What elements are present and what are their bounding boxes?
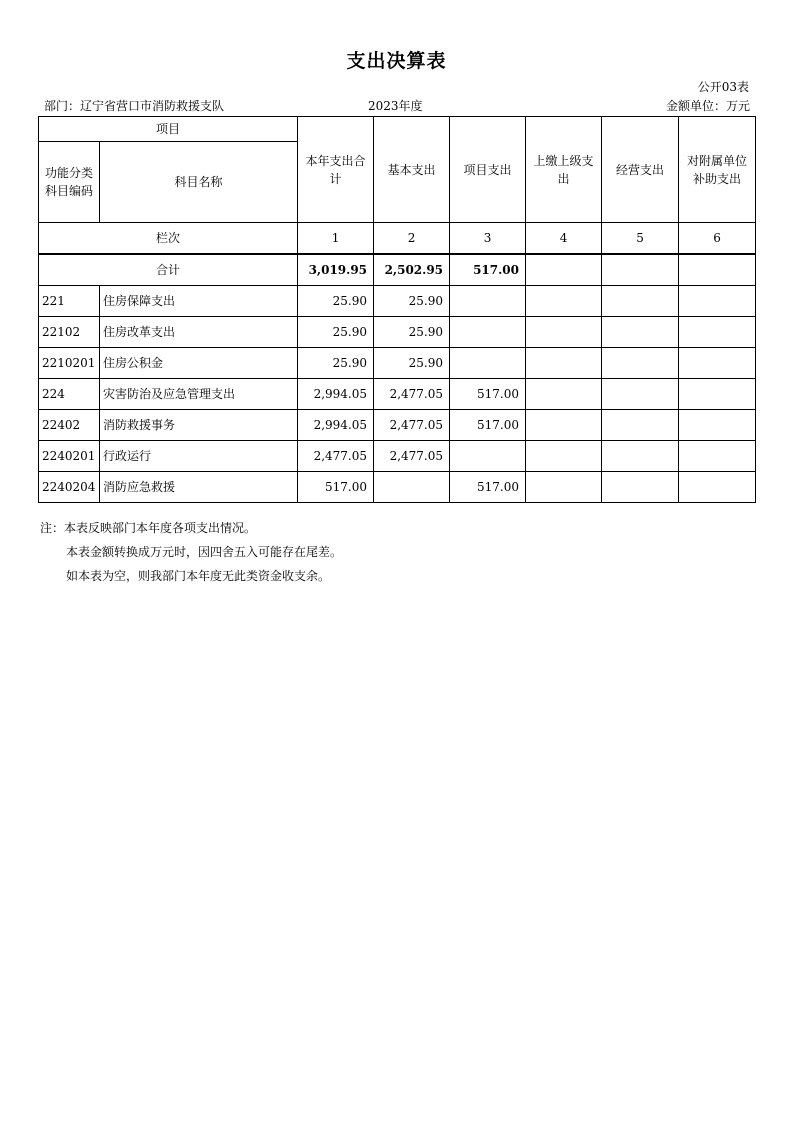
row-code: 2240204 xyxy=(39,472,100,503)
header-item: 项目 xyxy=(39,117,298,142)
row-name: 消防应急救援 xyxy=(100,472,298,503)
row-cell xyxy=(602,472,679,503)
row-cell xyxy=(679,472,756,503)
row-cell: 25.90 xyxy=(298,317,374,348)
row-cell xyxy=(679,441,756,472)
column-index-num: 6 xyxy=(679,223,756,255)
total-label: 合计 xyxy=(39,254,298,286)
header-func-code: 功能分类科目编码 xyxy=(39,142,100,223)
total-cell xyxy=(679,254,756,286)
row-cell: 25.90 xyxy=(374,317,450,348)
row-cell xyxy=(450,348,526,379)
row-cell: 2,994.05 xyxy=(298,379,374,410)
row-cell xyxy=(526,410,602,441)
year-label: 2023年度 xyxy=(368,99,423,113)
total-cell: 517.00 xyxy=(450,254,526,286)
header-col-total: 本年支出合计 xyxy=(298,117,374,223)
row-cell xyxy=(679,410,756,441)
row-cell xyxy=(526,286,602,317)
row-code: 2210201 xyxy=(39,348,100,379)
row-cell: 517.00 xyxy=(450,410,526,441)
row-code: 224 xyxy=(39,379,100,410)
row-name: 行政运行 xyxy=(100,441,298,472)
row-cell xyxy=(602,441,679,472)
table-row xyxy=(39,410,756,441)
header-col-subsidy: 对附属单位补助支出 xyxy=(679,117,756,223)
row-cell: 517.00 xyxy=(298,472,374,503)
row-name: 消防救援事务 xyxy=(100,410,298,441)
header-col-upper: 上缴上级支出 xyxy=(526,117,602,223)
department-label: 部门：辽宁省营口市消防救援支队 xyxy=(44,99,225,113)
note-line: 注：本表反映部门本年度各项支出情况。 xyxy=(40,521,257,535)
table-row xyxy=(39,348,756,379)
row-cell: 517.00 xyxy=(450,379,526,410)
header-col-project: 项目支出 xyxy=(450,117,526,223)
row-code: 22102 xyxy=(39,317,100,348)
row-name: 灾害防治及应急管理支出 xyxy=(100,379,298,410)
page-title: 支出决算表 xyxy=(346,50,447,72)
row-cell: 25.90 xyxy=(374,286,450,317)
row-name: 住房保障支出 xyxy=(100,286,298,317)
row-cell xyxy=(526,317,602,348)
table-row xyxy=(39,317,756,348)
row-cell: 25.90 xyxy=(298,286,374,317)
row-cell: 2,477.05 xyxy=(374,441,450,472)
table-row xyxy=(39,286,756,317)
row-cell xyxy=(526,379,602,410)
row-cell xyxy=(526,441,602,472)
row-cell xyxy=(602,286,679,317)
unit-label: 金额单位：万元 xyxy=(665,99,750,113)
row-cell: 25.90 xyxy=(298,348,374,379)
row-cell xyxy=(450,441,526,472)
row-cell xyxy=(450,317,526,348)
header-row-1 xyxy=(39,117,756,142)
table-row xyxy=(39,472,756,503)
row-name: 住房公积金 xyxy=(100,348,298,379)
total-cell xyxy=(602,254,679,286)
column-index-num: 4 xyxy=(526,223,602,255)
row-cell: 2,994.05 xyxy=(298,410,374,441)
row-cell xyxy=(602,348,679,379)
column-index-row xyxy=(39,223,756,255)
note-line: 本表金额转换成万元时，因四舍五入可能存在尾差。 xyxy=(66,545,343,559)
notes xyxy=(40,516,342,588)
row-cell xyxy=(526,348,602,379)
form-number: 公开03表 xyxy=(697,80,749,94)
total-cell: 2,502.95 xyxy=(374,254,450,286)
table-row xyxy=(39,379,756,410)
row-cell xyxy=(450,286,526,317)
row-cell xyxy=(602,410,679,441)
row-cell xyxy=(526,472,602,503)
row-cell: 2,477.05 xyxy=(298,441,374,472)
row-cell xyxy=(679,286,756,317)
meta-row xyxy=(44,97,750,113)
row-name: 住房改革支出 xyxy=(100,317,298,348)
row-code: 2240201 xyxy=(39,441,100,472)
total-row xyxy=(39,254,756,286)
column-index-num: 5 xyxy=(602,223,679,255)
table-row xyxy=(39,441,756,472)
column-index-num: 1 xyxy=(298,223,374,255)
column-index-label: 栏次 xyxy=(39,223,298,255)
column-index-num: 2 xyxy=(374,223,450,255)
row-cell xyxy=(602,317,679,348)
header-col-basic: 基本支出 xyxy=(374,117,450,223)
note-line: 如本表为空，则我部门本年度无此类资金收支余。 xyxy=(66,569,331,583)
header-subject-name: 科目名称 xyxy=(100,142,298,223)
row-cell xyxy=(374,472,450,503)
row-cell: 2,477.05 xyxy=(374,410,450,441)
row-cell: 517.00 xyxy=(450,472,526,503)
header-col-business: 经营支出 xyxy=(602,117,679,223)
row-cell: 25.90 xyxy=(374,348,450,379)
row-cell xyxy=(679,348,756,379)
total-cell: 3,019.95 xyxy=(298,254,374,286)
row-code: 221 xyxy=(39,286,100,317)
row-code: 22402 xyxy=(39,410,100,441)
row-cell xyxy=(679,317,756,348)
column-index-num: 3 xyxy=(450,223,526,255)
row-cell xyxy=(679,379,756,410)
row-cell: 2,477.05 xyxy=(374,379,450,410)
row-cell xyxy=(602,379,679,410)
total-cell xyxy=(526,254,602,286)
expenditure-table xyxy=(38,116,756,503)
